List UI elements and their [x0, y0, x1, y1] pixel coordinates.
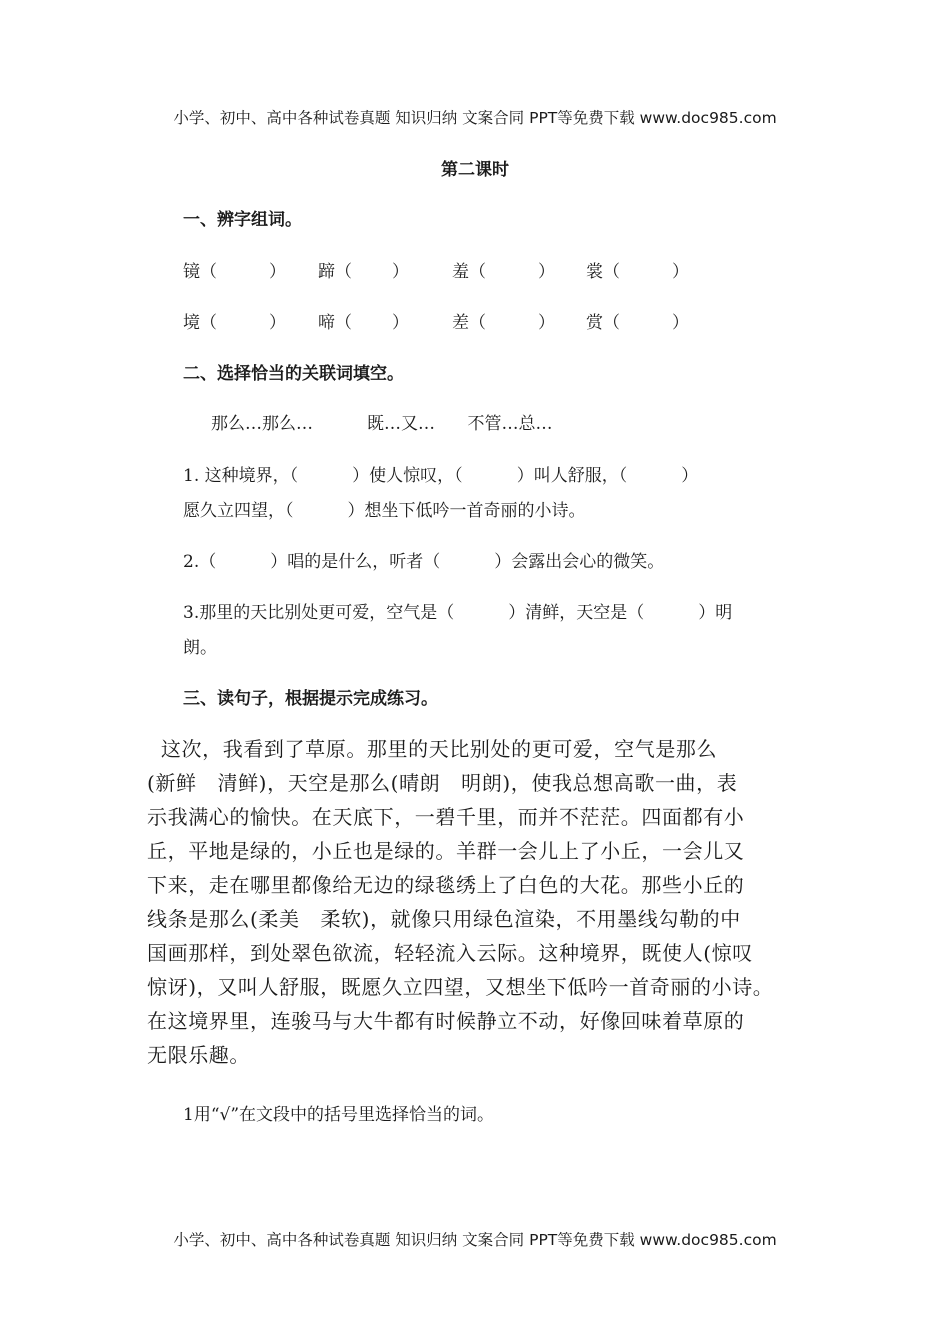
- paragraph-line: 这次，我看到了草原。那里的天比别处的更可爱，空气是那么: [147, 737, 718, 761]
- word-cell: 裳（ ）: [586, 262, 689, 282]
- paragraph-line: 在这境界里，连骏马与大牛都有时候静立不动，好像回味着草原的: [147, 1009, 745, 1033]
- question-1-line-1: 1. 这种境界，（ ）使人惊叹，（ ）叫人舒服，（ ）: [183, 466, 699, 486]
- paragraph-line: 国画那样，到处翠色欲流，轻轻流入云际。这种境界，既使人(惊叹: [147, 941, 753, 965]
- paragraph-line: 无限乐趣。: [147, 1043, 250, 1067]
- paragraph-line: (新鲜 清鲜)，天空是那么(晴朗 明朗)，使我总想高歌一曲，表: [147, 771, 738, 795]
- paragraph-line: 丘，平地是绿的，小丘也是绿的。羊群一会儿上了小丘，一会儿又: [147, 839, 745, 863]
- word-cell: 境（ ）: [183, 313, 286, 333]
- section1-heading: 一、辨字组词。: [183, 210, 302, 230]
- word-cell: 羞（ ）: [452, 262, 555, 282]
- word-cell: 赏（ ）: [586, 313, 689, 333]
- question-1-line-2: 愿久立四望，（ ）想坐下低吟一首奇丽的小诗。: [183, 501, 586, 521]
- word-cell: 镜（ ）: [183, 262, 286, 282]
- task-1: 1用“√”在文段中的括号里选择恰当的词。: [183, 1105, 495, 1125]
- word-cell: 啼（ ）: [318, 313, 409, 333]
- paragraph-line: 下来，走在哪里都像给无边的绿毯绣上了白色的大花。那些小丘的: [147, 873, 745, 897]
- paragraph-line: 线条是那么(柔美 柔软)，就像只用绿色渲染，不用墨线勾勒的中: [147, 907, 741, 931]
- word-cell: 差（ ）: [452, 313, 555, 333]
- word-cell: 蹄（ ）: [318, 262, 409, 282]
- question-3-line-2: 朗。: [183, 638, 217, 658]
- paragraph-line: 示我满心的愉快。在天底下，一碧千里，而并不茫茫。四面都有小: [147, 805, 745, 829]
- page-header: 小学、初中、高中各种试卷真题 知识归纳 文案合同 PPT等免费下载 www.doc985.com: [173, 109, 777, 127]
- conjunction-options: 那么…那么… 既…又… 不管…总…: [211, 414, 553, 434]
- paragraph-line: 惊讶)，又叫人舒服，既愿久立四望，又想坐下低吟一首奇丽的小诗。: [147, 975, 774, 999]
- section3-heading: 三、读句子，根据提示完成练习。: [183, 689, 438, 709]
- question-2: 2.（ ）唱的是什么，听者（ ）会露出会心的微笑。: [183, 552, 665, 572]
- section2-heading: 二、选择恰当的关联词填空。: [183, 364, 404, 384]
- page-title: 第二课时: [441, 160, 509, 180]
- question-3-line-1: 3.那里的天比别处更可爱，空气是（ ）清鲜，天空是（ ）明: [183, 603, 733, 623]
- page-footer: 小学、初中、高中各种试卷真题 知识归纳 文案合同 PPT等免费下载 www.doc985.com: [173, 1231, 777, 1249]
